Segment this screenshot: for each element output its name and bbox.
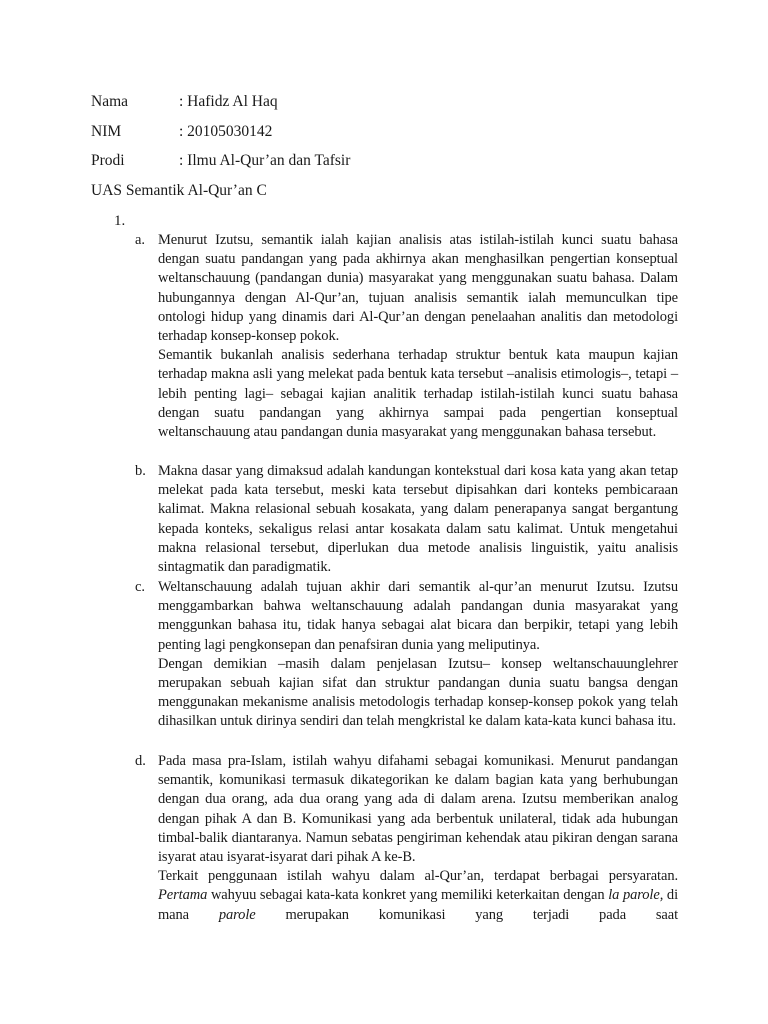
nim-row — [91, 122, 691, 152]
answer-paragraph: Menurut Izutsu, semantik ialah kajian analisis atas istilah-istilah kunci suatu bahasa dengan suatu pandangan yang pada akhirnya akan menghasilkan pengertian konseptual weltanschauung (pandangan dunia) masyarakat yang menggunakan suatu bahasa. Dalam hubungannya dengan Al-Qur’an, tujuan analisis semantik ialah memunculkan tipe ontologi hidup yang dinamis dari Al-Qur’an dengan penelaahan analitis dan metodologi terhadap konsep-konsep pokok. — [158, 232, 678, 345]
student-info — [91, 92, 691, 181]
answer-paragraph-continued — [158, 867, 678, 925]
answer-paragraph: Weltanschauung adalah tujuan akhir dari semantik al-qur’an menurut Izutsu. Izutsu menggambarkan bahwa weltanschauung adalah pandangan dunia masyarakat yang menggunkan bahasa itu, tidak hanya sebagai alat bicara dan berpikir, tetapi yang lebih penting lagi pengkonsepan dan penafsiran dunia yang meliputinya. — [158, 579, 678, 653]
answer-paragraph: Semantik bukanlah analisis sederhana terhadap struktur bentuk kata maupun kajian terhadap makna asli yang melekat pada bentuk kata tersebut –analisis etimologis–, tetapi –lebih penting lagi– sebagai kajian analitik terhadap istilah-istilah kunci suatu bahasa dengan suatu pandangan yang akhirnya sampai pada pengertian konseptual weltanschauung atau pandangan dunia masyarakat yang menggunakan bahasa tersebut. — [158, 347, 678, 441]
name-row — [91, 92, 691, 122]
prodi-row — [91, 151, 691, 181]
nim-value: : 20105030142 — [179, 122, 273, 140]
exam-title: UAS Semantik Al-Qur’an C — [91, 182, 267, 199]
text-run: di mana — [158, 887, 679, 923]
italic-term: parole — [218, 906, 256, 923]
answer-paragraph: Dengan demikian –masih dalam penjelasan Izutsu– konsep weltanschauunglehrer merupakan sebuah kajian sifat dan struktur pandangan dunia suatu bangsa dengan menggunakan mekanisme analisis metodologis terhadap konsep-konsep pokok yang telah dihasilkan untuk dirinya sendiri dan telah mengkristal ke dalam kata-kata kunci bahasa itu. — [158, 655, 678, 730]
item-marker: a. — [135, 232, 146, 248]
name-label: Nama — [91, 93, 129, 110]
answer-item-a — [135, 231, 678, 442]
answer-paragraph: Pada masa pra-Islam, istilah wahyu difahami sebagai komunikasi. Menurut pandangan semantik, komunikasi termasuk dikategorikan ke dalam bagian kata yang berhubungan dengan dua orang, ada dua orang yang ada di dalam arena. Izutsu memberikan analog dengan pihak A dan B. Komunikasi yang ada berbentuk unilateral, tidak ada hubungan timbal-balik diantaranya. Namun sebatas pengiriman kehendak atau pikiran dengan sarana isyarat atau isyarat-isyarat dari pihak A ke-B. — [158, 753, 678, 866]
question-number: 1. — [114, 213, 126, 229]
text-run: Terkait penggunaan istilah wahyu dalam al-Qur’an, terdapat berbagai persyaratan. — [158, 868, 678, 885]
answer-paragraph: Makna dasar yang dimaksud adalah kandungan kontekstual dari kosa kata yang akan tetap melekat pada kata tersebut, meski kata tersebut dipisahkan dari konteks pembicaraan kalimat. Makna relasional sebuah kosakata, yang dalam penerapanya sangat bergantung kepada konteks, sekaligus relasi antar kosakata dalam satu kalimat. Untuk mengetahui makna relasional tersebut, diperlukan dua metode analisis linguistik, yaitu analisis sintagmatik dan paradigmatik. — [158, 463, 678, 576]
answer-item-c — [135, 578, 678, 732]
answer-item-b — [135, 462, 678, 577]
item-marker: b. — [135, 463, 146, 479]
prodi-value: : Ilmu Al-Qur’an dan Tafsir — [179, 152, 351, 169]
item-marker: d. — [135, 753, 146, 769]
italic-term: la parole, — [608, 887, 664, 904]
answer-item-d — [135, 752, 679, 925]
name-value: : Hafidz Al Haq — [179, 93, 278, 110]
prodi-label: Prodi — [91, 152, 125, 169]
item-marker: c. — [135, 579, 146, 595]
nim-label: NIM — [91, 122, 122, 140]
text-run: merupakan komunikasi yang terjadi pada saat — [285, 906, 679, 923]
italic-term: Pertama — [158, 887, 208, 904]
text-run: wahyuu sebagai kata-kata konkret yang memiliki keterkaitan dengan — [210, 887, 605, 904]
